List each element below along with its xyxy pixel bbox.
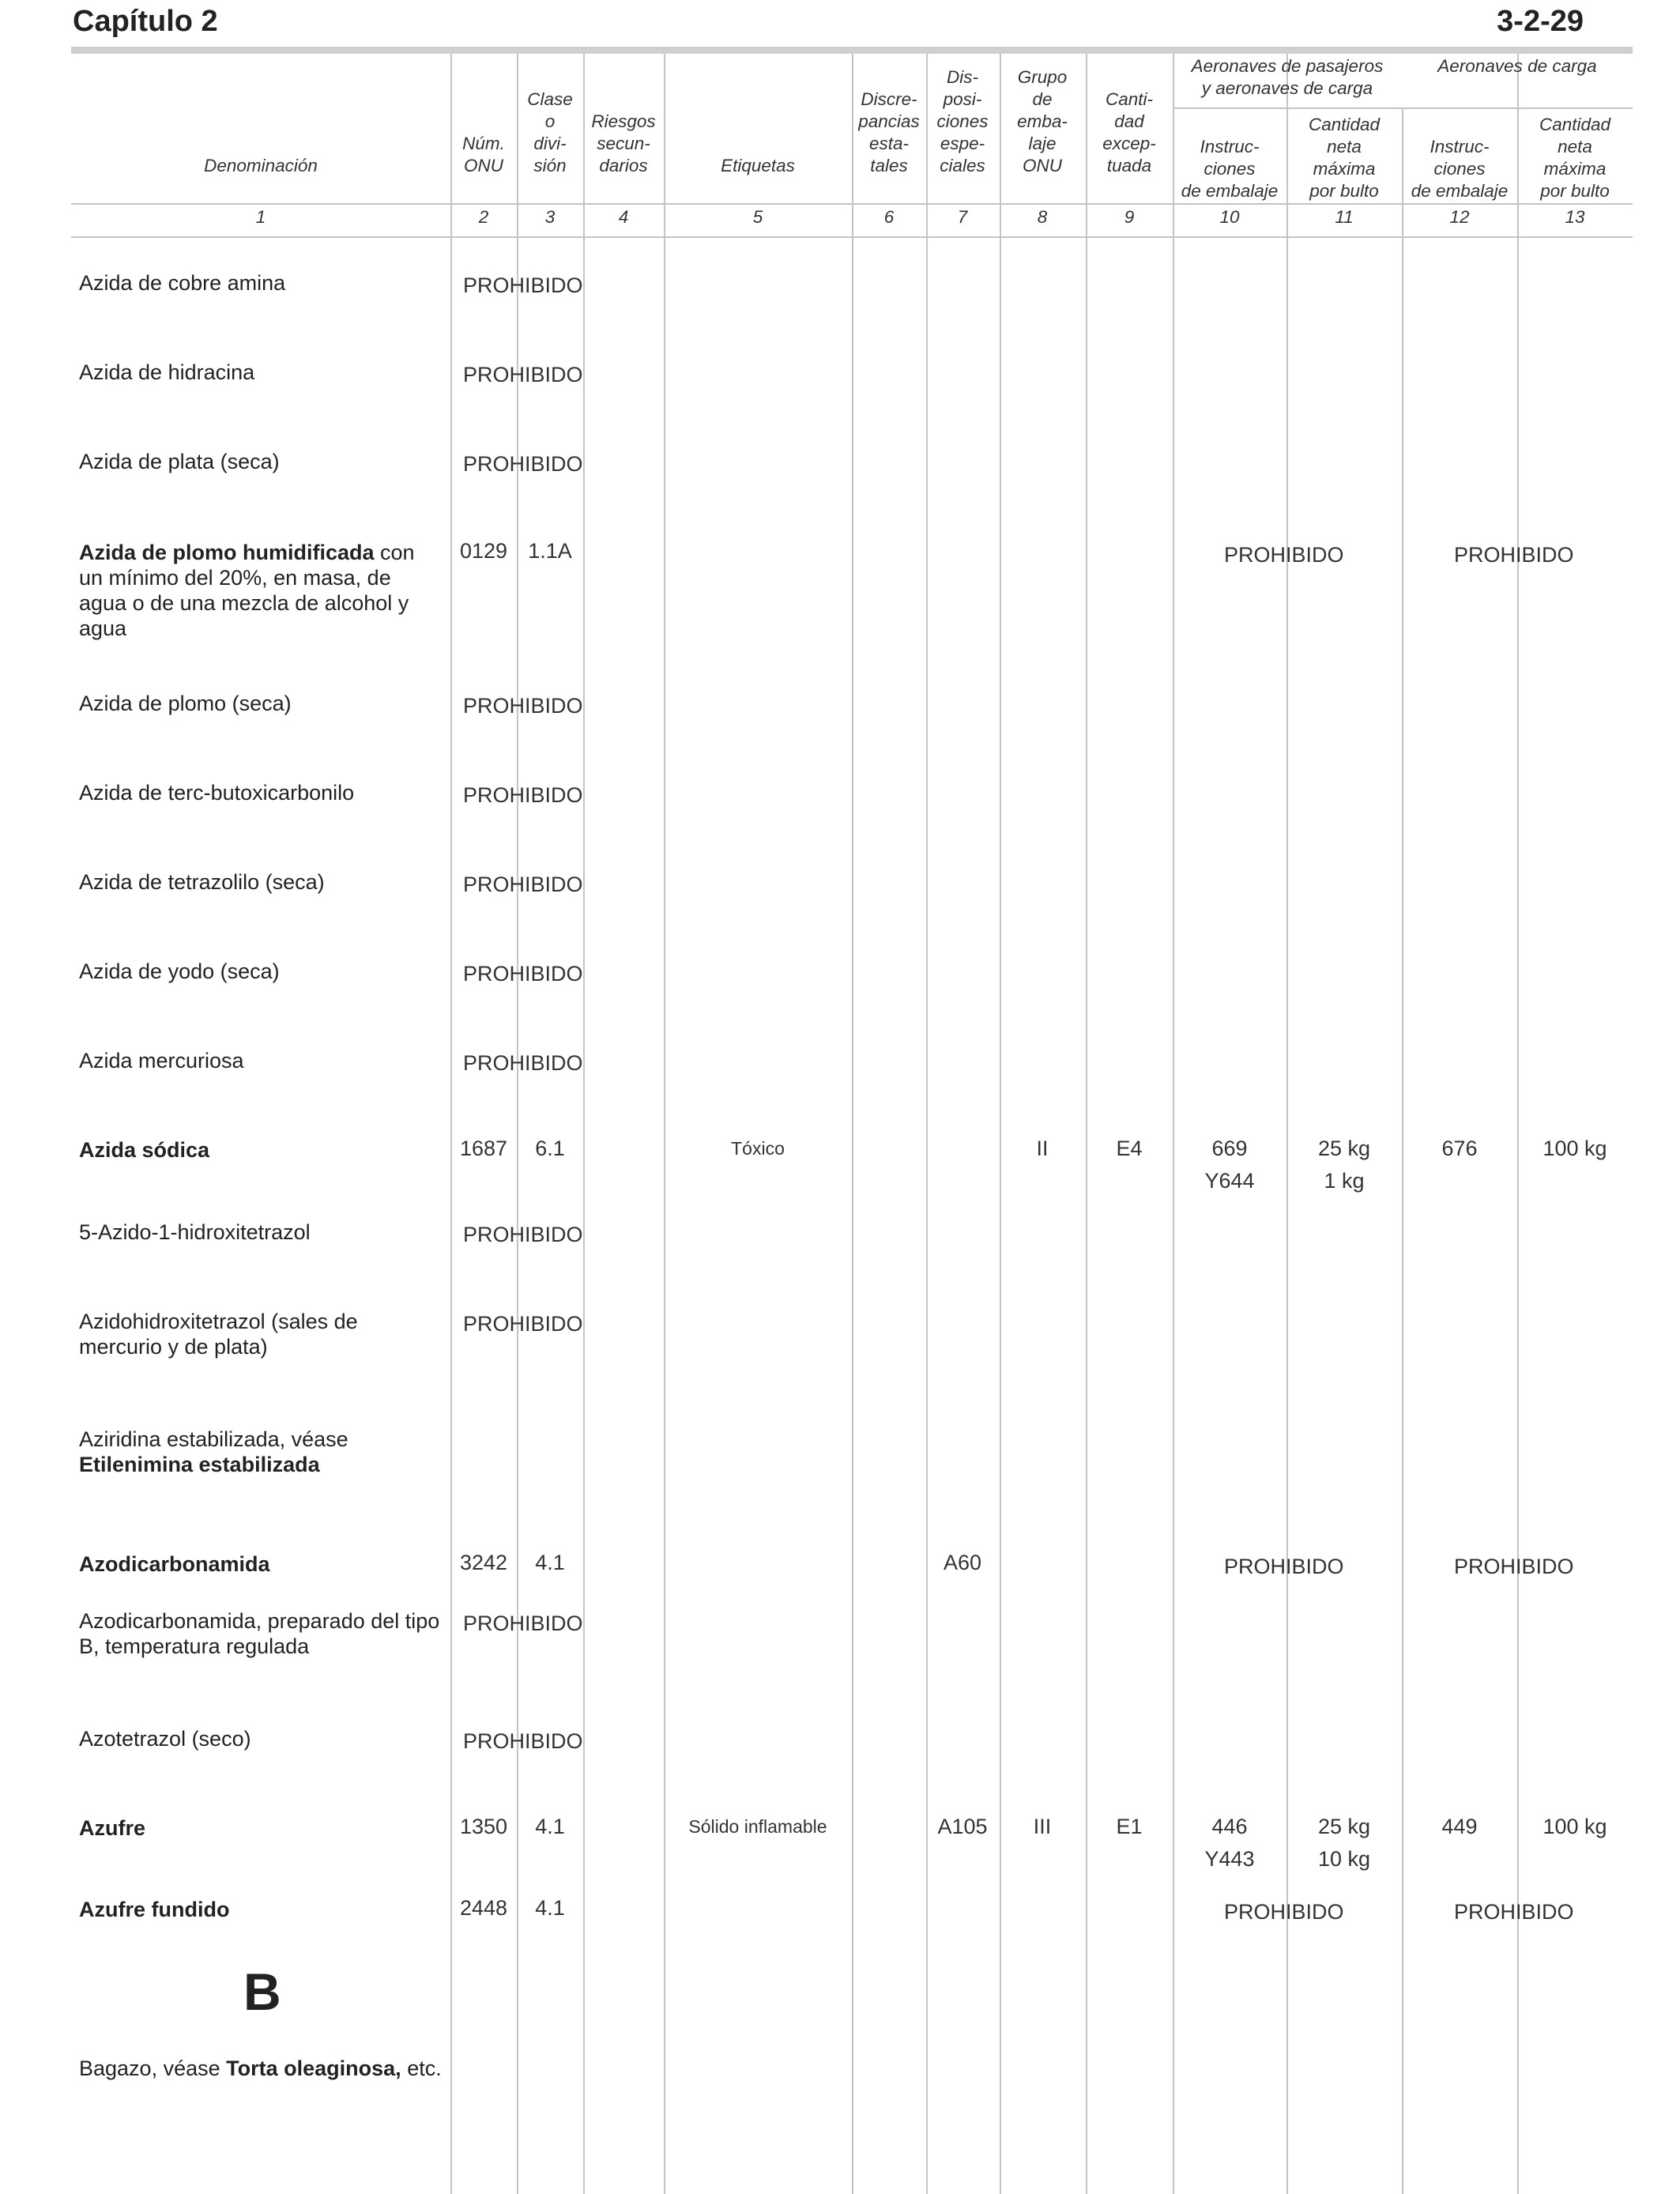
row-name: Azida de hidracina [79,360,255,384]
header-denominacion: Denominación [204,156,318,175]
row-name: 5-Azido-1-hidroxitetrazol [79,1220,311,1244]
row-name: Azida de tetrazolilo (seca) [79,870,325,894]
column-number: 10 [1219,207,1240,227]
header-grupo-embalaje: Grupo de emba- laje ONU [1017,67,1068,175]
qty-cargo: 100 kg [1543,1815,1607,1838]
prohibited-text: PROHIBIDO [463,273,583,297]
header-group-cargo: Aeronaves de carga [1437,56,1597,76]
row-name: Azufre fundido [79,1898,230,1921]
qty-cargo: 100 kg [1543,1137,1607,1160]
pi-cargo: 676 [1441,1137,1478,1160]
qty-pax: 1 kg [1324,1169,1365,1193]
prohibited-text: PROHIBIDO [463,1729,583,1753]
column-number: 7 [957,207,968,227]
qty-pax: 25 kg [1317,1137,1371,1160]
column-divider [450,54,452,2194]
chapter-title: Capítulo 2 [73,5,218,38]
header-bottom-rule [71,203,1633,205]
header-riesgos: Riesgos secun- darios [591,111,656,175]
column-number: 8 [1037,207,1048,227]
header-num-onu: Núm. ONU [462,134,505,175]
prohibited-pax: PROHIBIDO [1224,1900,1344,1924]
un-number: 3242 [459,1551,508,1574]
prohibited-text: PROHIBIDO [463,1612,583,1635]
pi-pax: 669 [1211,1137,1248,1160]
row-name: Azida de terc-butoxicarbonilo [79,781,355,805]
row-name: Azida de plomo humidificada con un mínimo del 20%, en masa, de agua o de una mezcla de alcohol y agua [79,541,415,640]
column-number: 12 [1449,207,1470,227]
prohibited-text: PROHIBIDO [463,452,583,476]
page-header [73,5,1607,44]
excepted-quantity: E1 [1116,1815,1143,1838]
label-text: Sólido inflamable [688,1816,827,1837]
un-number: 2448 [459,1896,508,1920]
row-name: Azotetrazol (seco) [79,1727,251,1751]
header-group-pax: Aeronaves de pasajeros y aeronaves de carga [1191,56,1384,98]
row-name: Aziridina estabilizada, véase Etilenimina estabilizada [79,1427,348,1476]
pi-pax: Y644 [1204,1169,1255,1193]
column-number: 11 [1335,207,1354,227]
section-letter: B [243,1962,281,2021]
prohibited-pax: PROHIBIDO [1224,1555,1344,1578]
pi-pax: Y443 [1204,1847,1255,1871]
packing-group: II [1036,1137,1049,1160]
column-number: 6 [883,207,895,227]
packing-group: III [1033,1815,1052,1838]
prohibited-text: PROHIBIDO [463,694,583,718]
row-name: Azida mercuriosa [79,1049,244,1072]
column-number: 5 [752,207,763,227]
row-name: Azufre [79,1816,146,1840]
row-name: Azodicarbonamida, preparado del tipo B, temperatura regulada [79,1609,440,1658]
prohibited-cargo: PROHIBIDO [1454,543,1574,567]
header-clase: Clase o divi- sión [527,89,573,175]
header-pi-cargo: Instruc- ciones de embalaje [1411,137,1509,201]
special-provisions: A105 [937,1815,988,1838]
column-divider [1000,54,1001,2194]
row-name: Azida sódica [79,1138,210,1162]
row-name: Azida de cobre amina [79,271,286,295]
header-qty-cargo: Cantidad neta máxima por bulto [1539,115,1611,201]
header-pi-pax: Instruc- ciones de embalaje [1181,137,1279,201]
header-rule [71,47,1633,54]
column-number: 3 [544,207,556,227]
column-divider [583,54,585,2194]
row-name: Bagazo, véase Torta oleaginosa, etc. [79,2056,442,2080]
hazard-class: 4.1 [535,1815,565,1838]
prohibited-text: PROHIBIDO [463,962,583,986]
header-disposiciones: Dis- posi- ciones espe- ciales [936,67,989,175]
hazard-class: 6.1 [535,1137,565,1160]
row-name: Azida de plata (seca) [79,450,280,473]
qty-pax: 10 kg [1317,1847,1371,1871]
column-number: 2 [478,207,489,227]
pi-cargo: 449 [1441,1815,1478,1838]
column-number: 13 [1565,207,1585,227]
prohibited-pax: PROHIBIDO [1224,543,1344,567]
header-etiquetas: Etiquetas [721,156,795,175]
row-name: Azodicarbonamida [79,1552,270,1576]
un-number: 0129 [459,539,508,563]
row-name: Azidohidroxitetrazol (sales de mercurio y de plata) [79,1310,358,1359]
column-number-rule [71,236,1633,238]
column-divider [1517,54,1519,2194]
column-number: 4 [618,207,629,227]
excepted-quantity: E4 [1116,1137,1143,1160]
un-number: 1350 [459,1815,508,1838]
prohibited-text: PROHIBIDO [463,1223,583,1246]
column-divider [852,54,853,2194]
hazard-class: 1.1A [528,539,572,563]
hazard-class: 4.1 [535,1896,565,1920]
row-name: Azida de yodo (seca) [79,959,280,983]
column-number: 1 [255,207,266,227]
prohibited-text: PROHIBIDO [463,1051,583,1075]
group-header-rule [1173,107,1633,109]
prohibited-cargo: PROHIBIDO [1454,1555,1574,1578]
column-divider [1086,54,1087,2194]
prohibited-cargo: PROHIBIDO [1454,1900,1574,1924]
hazard-class: 4.1 [535,1551,565,1574]
prohibited-text: PROHIBIDO [463,363,583,386]
un-number: 1687 [459,1137,508,1160]
column-divider [926,54,928,2194]
header-qty-pax: Cantidad neta máxima por bulto [1308,115,1381,201]
page-number: 3-2-29 [1497,5,1584,38]
column-number: 9 [1124,207,1135,227]
label-text: Tóxico [731,1138,785,1159]
header-discrepancias: Discre- pancias esta- tales [858,89,920,175]
prohibited-text: PROHIBIDO [463,873,583,896]
row-name: Azida de plomo (seca) [79,692,292,715]
column-divider [664,54,665,2194]
prohibited-text: PROHIBIDO [463,783,583,807]
special-provisions: A60 [943,1551,982,1574]
qty-pax: 25 kg [1317,1815,1371,1838]
prohibited-text: PROHIBIDO [463,1312,583,1336]
header-cantidad-exceptuada: Canti- dad excep- tuada [1102,89,1156,175]
pi-pax: 446 [1211,1815,1248,1838]
